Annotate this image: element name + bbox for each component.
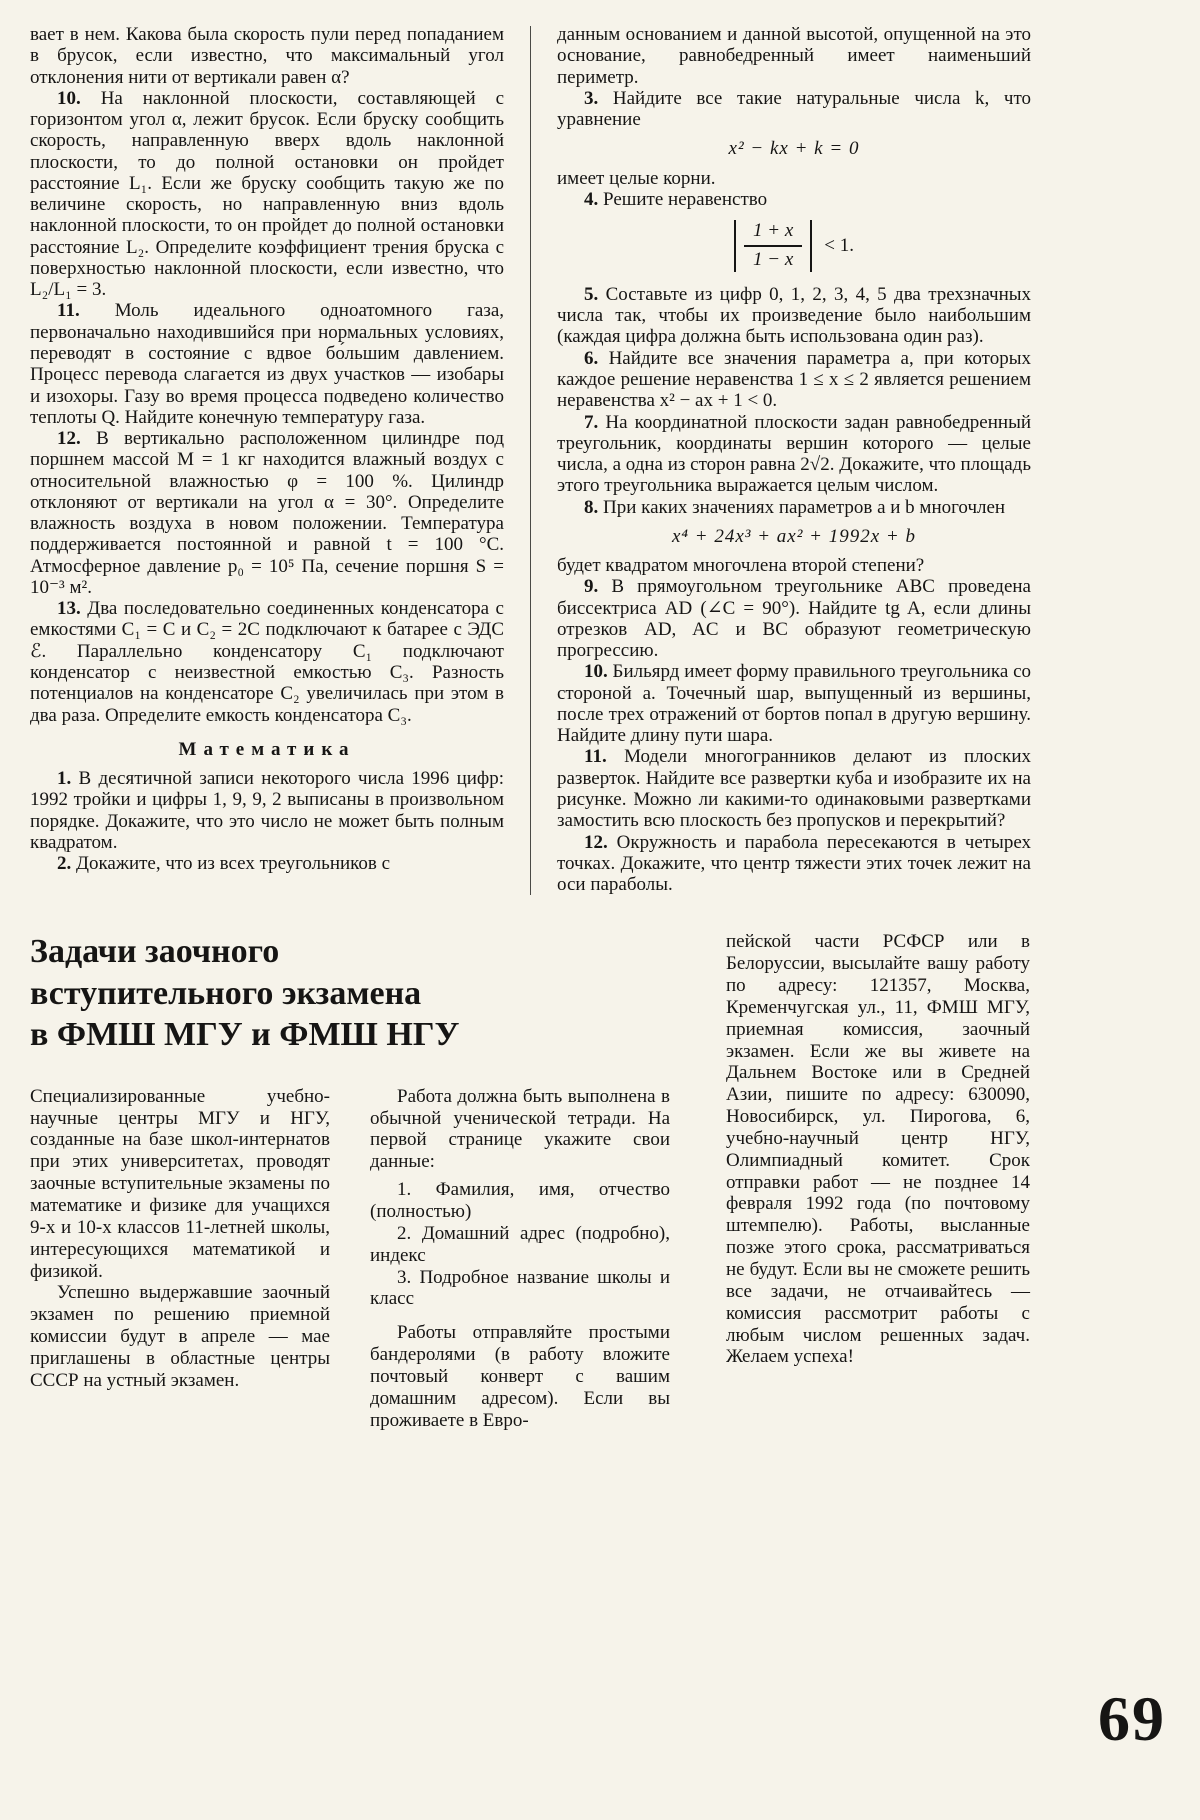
- top-section: [0, 0, 1200, 895]
- problem-text: В вертикально расположенном цилиндре под поршнем массой M = 1 кг находится влажный воздух с относительной влажностью φ = 100 %. Цилиндр отклоняют от вертикали на угол α = 30°. Определите влажность воздуха в новом положении. Температура поддерживается постоянной и равной t = 100 °C. Атмосферное давление p₀ = 10⁵ Па, сечение поршня S = 10⁻³ м².: [30, 428, 504, 598]
- problem-number: 12.: [584, 831, 608, 853]
- problem-number: 13.: [57, 598, 81, 620]
- problem-text: Найдите все такие натуральные числа k, что уравнение: [557, 87, 1032, 131]
- fraction-denominator: 1 − x: [753, 249, 794, 271]
- exam-heading: [30, 931, 682, 1055]
- list-item: 1. Фамилия, имя, отчество (полностью): [370, 1179, 670, 1222]
- problem-paragraph: [557, 189, 1031, 210]
- problem-text: Бильярд имеет форму правильного треугольника со стороной a. Точечный шар, выпущенный из вершины, после трех отражений от бортов попал в другую вершину. Найдите длину пути шара.: [557, 661, 1031, 747]
- page-number: 69: [1098, 1683, 1166, 1754]
- problem-text: На наклонной плоскости, составляющей с горизонтом угол α, лежит брусок. Если бруску сообщить скорость, направленную вверх вдоль наклонной плоскости, то до полной остановки он пройдет расстояние L₁. Если же бруску сообщить такую же по величине скорость, но направленную вниз вдоль наклонной плоскости, то он пройдет до полной остановки расстояние L₂. Определите коэффициент трения бруска с поверхностью наклонной плоскости, если известно, что L₂/L₁ = 3.: [30, 87, 505, 301]
- problem-text: В прямоугольном треугольнике ABC проведена биссектриса AD (∠C = 90°). Найдите tg A, если длины отрезков AD, AC и BC образуют геометрическую прогрессию.: [557, 576, 1031, 662]
- problem-paragraph: [557, 746, 1031, 831]
- problem-paragraph: [30, 853, 504, 874]
- announcement-paragraph: Специализированные учебно-научные центры МГУ и НГУ, созданные на базе школ-интернатов при этих университетах, проводят заочные вступительные экзамены по математике и физике для учащихся 9-х и 10-х классов 11-летней школы, интересующихся математикой и физикой.: [30, 1085, 330, 1282]
- announcement-paragraph: Работа должна быть выполнена в обычной ученической тетради. На первой странице укажите свои данные:: [370, 1085, 670, 1173]
- problem-number: 3.: [584, 87, 599, 109]
- list-item: 3. Подробное название школы и класс: [370, 1266, 670, 1310]
- problem-number: 2.: [57, 853, 72, 875]
- exam-heading-line: в ФМШ МГУ и ФМШ НГУ: [30, 1016, 460, 1054]
- problem-text: Составьте из цифр 0, 1, 2, 3, 4, 5 два трехзначных числа так, чтобы их произведение было наибольшим (каждая цифра должна быть использована один раз).: [557, 283, 1032, 348]
- problem-text: имеет целые корни.: [557, 167, 716, 189]
- announcement-paragraph: пейской части РСФСР или в Белоруссии, высылайте вашу работу по адресу: 121357, Москва, Кременчугская ул., 11, ФМШ МГУ, приемная комиссия, заочный экзамен. Если же вы живете на Дальнем Востоке или в Средней Азии, пишите по адресу: 630090, Новосибирск, ул. Пирогова, 6, учебно-научный центр НГУ, Олимпиадный комитет. Срок отправки работ — не позднее 14 февраля 1992 года (по почтовому штемпелю). Работы, высланные позже этого срока, рассматриваться не будут. Если вы не сможете решить все задачи, не отчаивайтесь — комиссия рассмотрит работы с любым числом решенных задач. Желаем успеха!: [726, 931, 1030, 1368]
- fraction: [744, 220, 802, 272]
- exam-heading-line: Задачи заочного: [30, 933, 280, 971]
- exam-announcement: [30, 931, 682, 1431]
- problem-text: Моль идеального одноатомного газа, первоначально находившийся при нормальных условиях, переводят в состояние с вдвое бо́льшим давлением. Процесс перевода слагается из двух участков — изобары и изохоры. Газу во время процесса подведено количество теплоты Q. Найдите конечную температуру газа.: [30, 300, 505, 428]
- problem-number: 11.: [57, 300, 80, 322]
- problem-number: 1.: [57, 768, 72, 790]
- problem-text: Решите неравенство: [603, 188, 768, 210]
- absolute-value-bar: [810, 220, 812, 272]
- math-section-heading: Математика: [178, 738, 356, 760]
- problem-paragraph: [557, 348, 1031, 412]
- announcement-column-2: [370, 1086, 670, 1432]
- problem-text: Модели многогранников делают из плоских разверток. Найдите все развертки куба и изобразите их на рисунке. Можно ли какими-то одинаковыми развертками замостить всю плоскость без пропусков и перекрытий?: [557, 746, 1031, 832]
- problem-paragraph: [30, 768, 504, 853]
- problem-number: 6.: [584, 347, 599, 369]
- list-item: 2. Домашний адрес (подробно), индекс: [370, 1222, 670, 1266]
- fraction-numerator: 1 + x: [744, 220, 802, 247]
- problem-text: Докажите, что из всех треугольников с: [76, 853, 391, 875]
- problem-text: Два последовательно соединенных конденсатора с емкостями C₁ = C и C₂ = 2C подключают к батарее с ЭДС ℰ. Параллельно конденсатору C₁ подключают конденсатор с неизвестной емкостью C₃. Разность потенциалов на конденсаторе C₂ увеличилась при этом в два раза. Определите емкость конденсатора C₃.: [30, 598, 504, 726]
- problem-text: Окружность и парабола пересекаются в четырех точках. Докажите, что центр тяжести этих точек лежит на оси параболы.: [557, 831, 1031, 896]
- problem-number: 10.: [584, 661, 608, 683]
- problem-text: будет квадратом многочлена второй степени?: [557, 555, 925, 577]
- problem-number: 12.: [57, 428, 81, 450]
- right-column: [557, 24, 1031, 895]
- inequality-formula: [557, 220, 1031, 272]
- problem-paragraph: [557, 284, 1031, 348]
- inequality-rhs: < 1.: [824, 235, 854, 257]
- announcement-columns: [30, 1086, 682, 1432]
- problem-number: 9.: [584, 576, 599, 598]
- problem-number: 7.: [584, 411, 599, 433]
- problem-number: 8.: [584, 496, 599, 518]
- absolute-value-bar: [734, 220, 736, 272]
- problem-text: На координатной плоскости задан равнобедренный треугольник, координаты вершин которого — целые числа, а одна из сторон равна 2√2. Докажите, что площадь этого треугольника выражается целым числом.: [557, 411, 1032, 497]
- exam-heading-line: вступительного экзамена: [30, 974, 422, 1012]
- problem-paragraph: [30, 598, 504, 726]
- polynomial-formula: x⁴ + 24x³ + ax² + 1992x + b: [671, 525, 916, 547]
- problem-text: При каких значениях параметров a и b многочлен: [603, 496, 1006, 518]
- problem-paragraph: [557, 88, 1031, 131]
- announcement-paragraph: Успешно выдержавшие заочный экзамен по решению приемной комиссии будут в апреле — мае приглашены в областные центры СССР на устный экзамен.: [30, 1282, 330, 1391]
- problem-paragraph: [557, 832, 1031, 896]
- problem-number: 10.: [57, 87, 81, 109]
- problem-number: 11.: [584, 746, 607, 768]
- problem-text: Найдите все значения параметра a, при которых каждое решение неравенства 1 ≤ x ≤ 2 является решением неравенства x² − ax + 1 < 0.: [557, 347, 1031, 412]
- problem-paragraph: [557, 661, 1031, 746]
- equation-formula: x² − kx + k = 0: [728, 138, 860, 160]
- continuation-paragraph: вает в нем. Какова была скорость пули перед попаданием в брусок, если известно, что максимальный угол отклонения нити от вертикали равен α?: [30, 24, 504, 88]
- announcement-column-1: [30, 1086, 330, 1432]
- announcement-paragraph: Работы отправляйте простыми бандеролями (в работу вложите почтовый конверт с вашим домашним адресом). Если вы проживаете в Евро-: [370, 1322, 670, 1431]
- required-data-list: [370, 1179, 670, 1310]
- left-column: [30, 24, 504, 895]
- problem-paragraph: [557, 497, 1031, 518]
- column-divider: [530, 26, 531, 895]
- problem-paragraph: [557, 576, 1031, 661]
- problem-text: В десятичной записи некоторого числа 1996 цифр: 1992 тройки и цифры 1, 9, 9, 2 выписаны в произвольном порядке. Докажите, что это число не может быть полным квадратом.: [30, 768, 504, 853]
- problem-paragraph: [30, 88, 504, 301]
- problem-paragraph: [557, 412, 1031, 497]
- bottom-section: [0, 895, 1200, 1431]
- problem-paragraph: [30, 428, 504, 598]
- problem-number: 4.: [584, 188, 599, 210]
- continuation-paragraph: данным основанием и данной высотой, опущенной на это основание, равнобедренный имеет наименьший периметр.: [557, 24, 1031, 88]
- announcement-column-3: [726, 931, 1030, 1431]
- problem-number: 5.: [584, 283, 599, 305]
- problem-paragraph: [30, 300, 504, 428]
